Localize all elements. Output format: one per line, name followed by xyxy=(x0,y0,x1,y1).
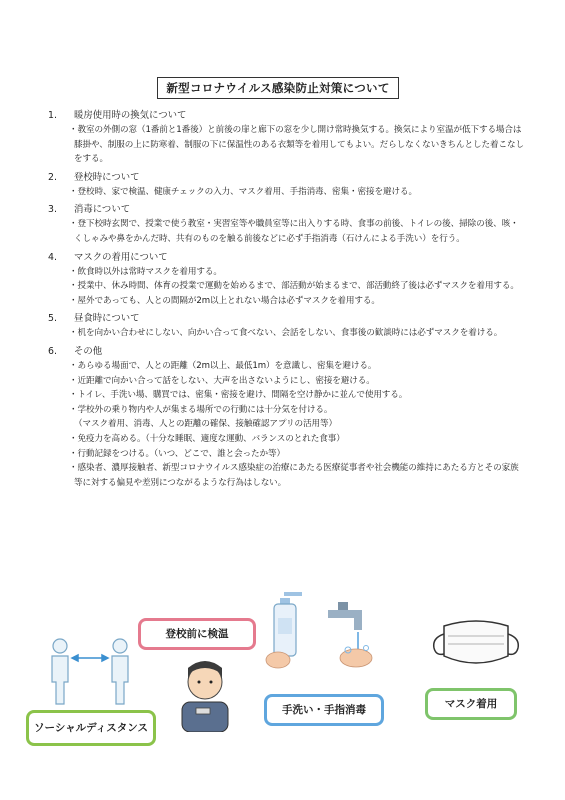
student-thermometer-illustration xyxy=(170,652,240,732)
section-item: ・飲食時以外は常時マスクを着用する。 xyxy=(69,266,222,277)
section-heading-text: その他 xyxy=(74,345,103,357)
section-heading-text: 消毒について xyxy=(74,204,131,216)
section-heading-text: 暖房使用時の換気について xyxy=(74,110,187,121)
section-item: ・学校外の乗り物内や人が集まる場所での行動には十分気を付ける。 xyxy=(69,404,333,415)
thermometer-icon xyxy=(196,708,210,714)
section-heading xyxy=(48,344,526,359)
section-heading-text: 昼食時について xyxy=(74,313,140,325)
notice-body xyxy=(48,108,526,493)
section-item: ・トイレ、手洗い場、購買では、密集・密接を避け、間隔を空け静かに並んで使用する。 xyxy=(69,390,408,401)
mask-label: マスク着用 xyxy=(425,688,517,720)
section-item: ・あらゆる場面で、人との距離（2m以上、最低1m）を意識し、密集を避ける。 xyxy=(69,360,377,371)
section-item: ・感染者、濃厚接触者、新型コロナウイルス感染症の治療にあたる医療従事者や社会機能の維持にあたる方とその家族等に対する偏見や差別につながるような行為はしない。 xyxy=(69,463,519,488)
section-item: ・登校時、家で検温、健康チェックの入力、マスク着用、手指消毒、密集・密接を避ける。 xyxy=(69,186,417,197)
handwash-label: 手洗い・手指消毒 xyxy=(264,694,384,726)
social-distance-illustration xyxy=(40,632,140,712)
section-item: ・免疫力を高める。（十分な睡眠、適度な運動、バランスのとれた食事） xyxy=(69,433,345,444)
section-item: ・屋外であっても、人との間隔が2m以上とれない場合は必ずマスクを着用する。 xyxy=(69,295,380,306)
section-heading xyxy=(48,250,526,265)
social-distance-label: ソーシャルディスタンス xyxy=(26,710,156,746)
section-heading xyxy=(48,202,526,217)
section-item: （マスク着用、消毒、人との距離の確保、接触確認アプリの活用等） xyxy=(74,419,337,430)
hands-icon xyxy=(266,652,290,668)
section-6 xyxy=(48,344,526,490)
section-item: ・近距離で向かい合って話をしない、大声を出さないようにし、密接を避ける。 xyxy=(69,375,375,386)
faucet-icon xyxy=(328,602,372,667)
section-number: 4. xyxy=(48,251,57,263)
section-item: ・机を向かい合わせにしない、向かい合って食べない、会話をしない、食事後の歓談時には必ずマスクを着ける。 xyxy=(69,328,503,339)
section-number: 2. xyxy=(48,171,57,183)
section-number: 5. xyxy=(48,313,57,325)
section-item: ・行動記録をつける。（いつ、どこで、誰と会ったか等） xyxy=(69,448,286,459)
section-heading xyxy=(48,108,526,123)
section-heading xyxy=(48,170,526,185)
mask-illustration xyxy=(430,612,522,676)
sanitizer-bottle-icon xyxy=(274,592,302,656)
distance-arrow-icon xyxy=(72,655,108,661)
section-2 xyxy=(48,170,526,200)
section-heading-text: 登校時について xyxy=(74,171,140,183)
section-5 xyxy=(48,311,526,341)
section-heading-text: マスクの着用について xyxy=(74,251,168,263)
section-item: ・授業中、休み時間、体育の授業で運動を始めるまで、部活動が始まるまで、部活動終了後は必ずマスクを着用する。 xyxy=(69,281,519,292)
checkin-temperature-label: 登校前に検温 xyxy=(138,618,256,650)
page-title: 新型コロナウイルス感染防止対策について xyxy=(157,77,399,99)
person-left-icon xyxy=(52,639,68,704)
section-4 xyxy=(48,250,526,309)
section-heading xyxy=(48,311,526,326)
section-item: ・教室の外側の窓（1番前と1番後）と前後の扉と廊下の窓を少し開け常時換気する。換気により室温が低下する場合は膝掛や、制服の上に防寒着、制服の下に保温性のある衣類等を着用してもよい。だらしなくないきちんとした着こなしをする。 xyxy=(69,125,524,165)
section-item: ・登下校時玄関で、授業で使う教室・実習室等や職員室等に出入りする時、食事の前後、トイレの後、掃除の後、咳・くしゃみや鼻をかんだ時、共有のものを触る前後などに必ず手指消毒（石けんによる手洗い）を行う。 xyxy=(69,219,519,244)
section-1 xyxy=(48,108,526,167)
section-number: 3. xyxy=(48,204,57,216)
handwash-illustration xyxy=(258,588,388,688)
section-3 xyxy=(48,202,526,246)
section-number: 1. xyxy=(48,110,57,121)
section-number: 6. xyxy=(48,345,57,357)
person-right-icon xyxy=(112,639,128,704)
